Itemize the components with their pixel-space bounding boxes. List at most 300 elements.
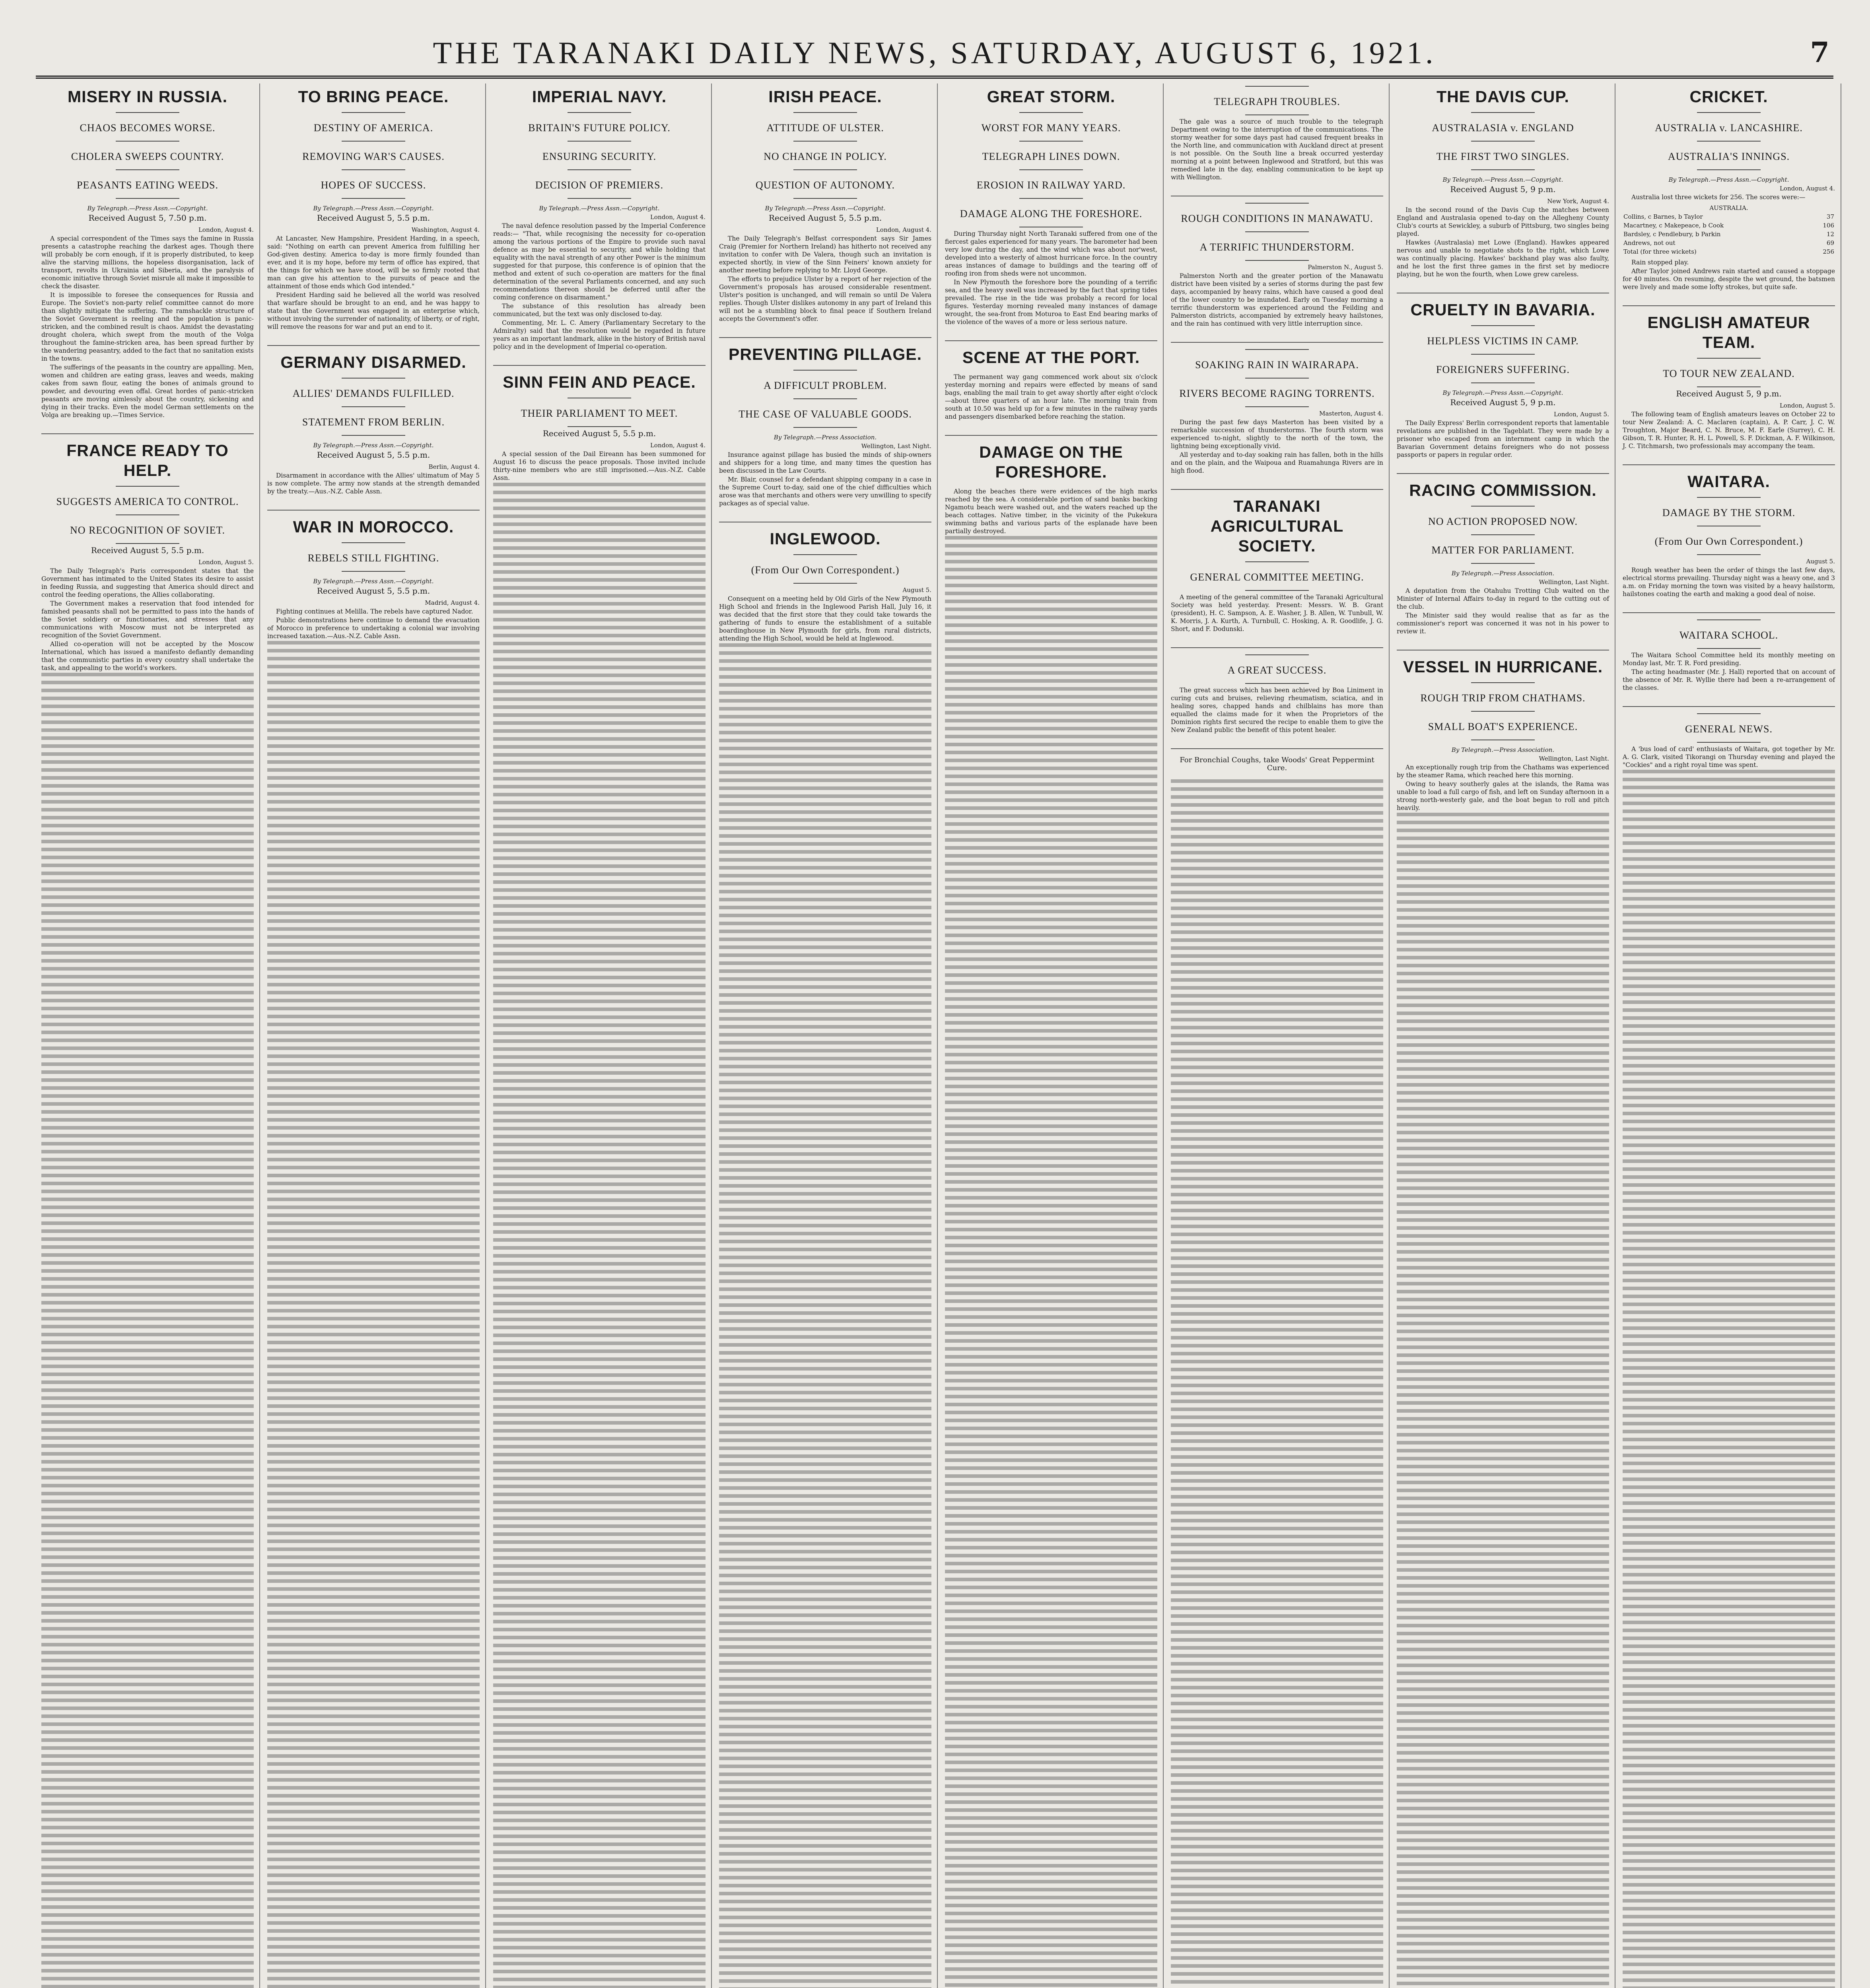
- masthead: [36, 28, 1833, 79]
- article-headline: CRUELTY IN BAVARIA.: [1410, 301, 1596, 319]
- article-subheading: A GREAT SUCCESS.: [1227, 664, 1327, 676]
- section-divider: [493, 365, 706, 366]
- article-received: Received August 5, 5.5 p.m.: [317, 586, 430, 596]
- rule-divider: [116, 112, 179, 113]
- batsman-name: Total (for three wickets): [1623, 248, 1697, 255]
- article-subheading: (From Our Own Correspondent.): [1654, 536, 1803, 547]
- section-divider: [945, 340, 1157, 341]
- article: [945, 87, 1157, 326]
- rule-divider: [1245, 561, 1309, 562]
- article-subheading: EROSION IN RAILWAY YARD.: [976, 179, 1126, 191]
- article: [1623, 87, 1835, 291]
- column: [713, 83, 938, 1988]
- section-divider: [1171, 489, 1383, 490]
- article: [945, 442, 1157, 535]
- article-received: Received August 5, 9 p.m.: [1676, 389, 1782, 398]
- article: [719, 529, 931, 643]
- rule-divider: [116, 169, 179, 170]
- article-paragraph: Rough weather has been the order of things the last few days, electrical storms prevailing. Thursday night was a heavy one, and 3 a.m. on Friday morning the town was visited by a heavy hailstorm, hailstones coating the earth and making a good deal of noise.: [1623, 567, 1835, 598]
- article-paragraph: Allied co-operation will not be accepted by the Moscow International, which has issued a manifesto defiantly demanding that the communistic parties in every country shall undertake the task, and appealing to the world's workers.: [41, 641, 254, 672]
- batsman-name: Bardsley, c Pendlebury, b Parkin: [1623, 231, 1721, 238]
- article-received: Received August 5, 7.50 p.m.: [88, 213, 207, 223]
- article-paragraph: A deputation from the Otahuhu Trotting Club waited on the Minister of Internal Affairs to-day in regard to the cutting out of the club.: [1397, 587, 1609, 610]
- article-credit: By Telegraph.—Press Assn.—Copyright.: [313, 205, 434, 212]
- article-headline: TARANAKI AGRICULTURAL SOCIETY.: [1210, 497, 1344, 555]
- article-dateline: Wellington, Last Night.: [1539, 755, 1609, 762]
- body-text-texture: [1623, 770, 1835, 1988]
- article-paragraph: The Daily Telegraph's Paris correspondent states that the Government has intimated to the United States its desire to assist in feeding Russia, and suggesting that America should direct and control the feeding operations, the Allies collaborating.: [41, 567, 254, 598]
- rule-divider: [1245, 231, 1309, 232]
- rule-divider: [1697, 358, 1761, 359]
- article-paragraph: The Waitara School Committee held its monthly meeting on Monday last, Mr. T. R. Ford presiding.: [1623, 652, 1835, 667]
- article-paragraph: Insurance against pillage has busied the minds of ship-owners and shippers for a long time, and many times the question has been discussed in the Law Courts.: [719, 451, 931, 474]
- score-row: [1623, 221, 1835, 230]
- article-paragraph: At Lancaster, New Hampshire, President Harding, in a speech, said: "Nothing on earth can prevent America from fulfilling her God-given destiny. America to-day is more firmly founded than ever, and it is my hope, before my term of office has expired, that the things for which we have stood, will be so firmly rooted that man can give his attention to the pursuits of peace and the attainment of those ends which God intended.": [267, 235, 480, 290]
- article: [493, 87, 706, 351]
- article-headline: ENGLISH AMATEUR TEAM.: [1647, 313, 1810, 351]
- rule-divider: [1245, 203, 1309, 204]
- article: [267, 517, 480, 640]
- article-dateline: Palmerston N., August 5.: [1308, 264, 1383, 271]
- score-header: AUSTRALIA.: [1709, 204, 1748, 212]
- article-subheading: NO CHANGE IN POLICY.: [764, 151, 887, 162]
- rule-divider: [116, 543, 179, 544]
- article-headline: CRICKET.: [1689, 87, 1768, 106]
- article-paragraph: The efforts to prejudice Ulster by a report of her rejection of the Government's proposals has aroused considerable resentment. Ulster's position is unchanged, and will remain so until De Valera replies. Though Ulster dislikes autonomy in any part of Ireland this will not be a stumbling block to final peace if Southern Ireland accepts the Government's offer.: [719, 276, 931, 322]
- section-divider: [1623, 706, 1835, 707]
- section-divider: [267, 345, 480, 346]
- column: [488, 83, 712, 1988]
- article: [267, 352, 480, 495]
- article-subheading: THE FIRST TWO SINGLES.: [1436, 151, 1570, 162]
- article-paragraph: Mr. Blair, counsel for a defendant shipping company in a case in the Supreme Court to-day, said one of the chief difficulties which arose was that merchants and others were very unwilling to specify packages as of special value.: [719, 476, 931, 507]
- rule-divider: [1697, 169, 1761, 170]
- article-paragraph: Fighting continues at Melilla. The rebels have captured Nador.: [276, 608, 473, 615]
- article-headline: FRANCE READY TO HELP.: [66, 441, 229, 480]
- article: [1397, 657, 1609, 812]
- article-paragraph: Hawkes (Australasia) met Lowe (England). Hawkes appeared nervous and unable to negotiate shots to the right, which Lowe was continually placing. Hawkes' backhand play was also faulty, and he lost the first three games in the first set by mediocre playing, but he won the fourth, when Lowe grew careless.: [1397, 239, 1609, 278]
- article-headline: THE DAVIS CUP.: [1437, 87, 1569, 106]
- rule-divider: [1245, 86, 1309, 87]
- article-subheading: REBELS STILL FIGHTING.: [307, 552, 439, 564]
- article-subheading: ENSURING SECURITY.: [542, 151, 657, 162]
- article-paragraph: A special correspondent of the Times says the famine in Russia presents a catastrophe reaching the darkest ages. Though there will probably be corn enough, if it is properly distributed, to keep alive the starving millions, the hopeless disorganisation, lack of transport, revolts in Ukrainia and Siberia, and the paralysis of economic initiative through Soviet misrule all make it impossible to check the disaster.: [41, 235, 254, 290]
- article-headline: IRISH PEACE.: [768, 87, 882, 106]
- article-subheading: TELEGRAPH LINES DOWN.: [982, 151, 1120, 162]
- article-paragraph: Owing to heavy southerly gales at the islands, the Rama was unable to load a full cargo of fish, and left on Sunday afternoon in a strong north-westerly gale, and the boat began to roll and pitch heavily.: [1397, 780, 1609, 812]
- article-paragraph: The great success which has been achieved by Boa Liniment in curing cuts and bruises, relieving rheumatism, sciatica, and in healing sores, chapped hands and chilblains has more than equalled the claims made for it when the Proprietors of the Dominion rights first secured the recipe to enable them to give the New Zealand public the benefit of this potent healer.: [1171, 687, 1383, 734]
- article-paragraph: During the past few days Masterton has been visited by a remarkable succession of thunderstorms. The fourth storm was experienced to-night, slightly to the north of the town, the lightning being exceptionally vivid.: [1171, 419, 1383, 450]
- rule-divider: [342, 112, 405, 113]
- column: [262, 83, 486, 1988]
- section-divider: [1623, 305, 1835, 306]
- article-credit: By Telegraph.—Press Assn.—Copyright.: [87, 205, 208, 212]
- article-subheading: STATEMENT FROM BERLIN.: [302, 416, 445, 428]
- rule-divider: [1697, 386, 1761, 387]
- rule-divider: [1697, 554, 1761, 555]
- article-headline: INGLEWOOD.: [770, 530, 881, 548]
- column: [939, 83, 1164, 1988]
- rule-divider: [1471, 506, 1535, 507]
- rule-divider: [793, 141, 857, 142]
- section-divider: [1623, 612, 1835, 613]
- article-paragraph: The naval defence resolution passed by the Imperial Conference reads:— "That, while recognising the necessity for co-operation among the various portions of the Empire to provide such naval defence as may be essential to security, and while holding that equality with the naval strength of any other Power is the minimum suggested for that purpose, this conference is of opinion that the method and extent of such co-operation are matters for the final determination of the several Parliaments concerned, and any such recommendations thereon should be deferred until after the coming conference on disarmament.": [493, 222, 706, 301]
- page-number: 7: [1810, 36, 1829, 69]
- column: [1617, 83, 1841, 1988]
- rule-divider: [116, 141, 179, 142]
- rule-divider: [568, 141, 631, 142]
- article: [1397, 480, 1609, 635]
- score-header-row: [1623, 204, 1835, 212]
- article-received: Received August 5, 5.5 p.m.: [317, 450, 430, 460]
- article: [1171, 496, 1383, 633]
- article-subheading: MATTER FOR PARLIAMENT.: [1431, 544, 1575, 556]
- article-subheading: QUESTION OF AUTONOMY.: [755, 179, 895, 191]
- body-text-texture: [945, 536, 1157, 1988]
- article-subheading: A DIFFICULT PROBLEM.: [764, 380, 887, 391]
- article-subheading: THE CASE OF VALUABLE GOODS.: [739, 408, 912, 420]
- rule-divider: [1471, 354, 1535, 355]
- article-dateline: Washington, August 4.: [411, 226, 480, 233]
- article-dateline: Wellington, Last Night.: [1539, 579, 1609, 586]
- article-headline: VESSEL IN HURRICANE.: [1403, 658, 1603, 676]
- article-credit: By Telegraph.—Press Association.: [774, 434, 877, 441]
- article-paragraph: The substance of this resolution has already been communicated, but the text was only disclosed to-day.: [493, 303, 706, 318]
- rule-divider: [342, 571, 405, 572]
- article-paragraph: All yesterday and to-day soaking rain has fallen, both in the hills and on the plain, and the Waipoua and Ruamahunga Rivers are in high flood.: [1171, 451, 1383, 474]
- article-headline: IMPERIAL NAVY.: [532, 87, 667, 106]
- rule-divider: [342, 435, 405, 436]
- rule-divider: [1019, 198, 1083, 199]
- rule-divider: [116, 486, 179, 487]
- rule-divider: [1019, 169, 1083, 170]
- column: [36, 83, 260, 1988]
- article-dateline: London, August 5.: [1779, 402, 1835, 409]
- article-subheading: HOPES OF SUCCESS.: [321, 179, 426, 191]
- article-subheading: ATTITUDE OF ULSTER.: [766, 122, 884, 134]
- article: [1397, 300, 1609, 459]
- article-paragraph: The Government makes a reservation that food intended for famished peasants shall not be permitted to pass into the hands of the Soviet soldiery or functionaries, and stresses that any communications with Moscow must not be interpreted as recognition of the Soviet Government.: [41, 600, 254, 639]
- body-text-texture: [1171, 779, 1383, 1988]
- batsman-runs: 69: [1826, 239, 1834, 247]
- rule-divider: [568, 169, 631, 170]
- rule-divider: [1697, 112, 1761, 113]
- batsman-runs: 256: [1823, 248, 1834, 255]
- article-subheading: A TERRIFIC THUNDERSTORM.: [1199, 241, 1355, 253]
- article-paragraph: President Harding said he believed all the world was resolved that warfare should be brought to an end, and he was happy to state that the Government was engaged in an enterprise which, without involving the surrender of nationality, of liberty, or of right, will remove the reasons for war and put an end to it.: [267, 291, 480, 330]
- rule-divider: [793, 112, 857, 113]
- article-paragraph: A meeting of the general committee of the Taranaki Agricultural Society was held yesterday. Present: Messrs. W. B. Grant (president), H. C. Sampson, A. E. Washer, J. B. Allen, W. Tunbull, W. K. Morris, J. A. Kurth, A. Turnbull, C. Hosking, A. R. Goodlife, J. G. Short, and F. Dodunski.: [1171, 594, 1383, 633]
- article-paragraph: The acting headmaster (Mr. J. Hall) reported that on account of the absence of Mr. R. Wyllie there had been a re-arrangement of the classes.: [1623, 668, 1835, 691]
- article-dateline: London, August 4.: [650, 442, 706, 449]
- rule-divider: [793, 554, 857, 555]
- article-subheading: SMALL BOAT'S EXPERIENCE.: [1428, 721, 1578, 732]
- article-dateline: August 5.: [1806, 558, 1835, 565]
- article-subheading: THEIR PARLIAMENT TO MEET.: [521, 408, 678, 419]
- article-subheading: PEASANTS EATING WEEDS.: [77, 179, 218, 191]
- article: [41, 441, 254, 672]
- rule-divider: [116, 198, 179, 199]
- article-headline: DAMAGE ON THE FORESHORE.: [979, 443, 1123, 481]
- article: [1171, 349, 1383, 475]
- rule-divider: [1471, 325, 1535, 326]
- article-received: Received August 5, 5.5 p.m.: [768, 213, 882, 223]
- rule-divider: [793, 427, 857, 428]
- article-dateline: London, August 4.: [198, 226, 254, 233]
- rule-divider: [1019, 112, 1083, 113]
- score-row: [1623, 230, 1835, 239]
- body-text-texture: [1397, 813, 1609, 1988]
- rule-divider: [793, 198, 857, 199]
- article-credit: By Telegraph.—Press Assn.—Copyright.: [539, 205, 660, 212]
- rule-divider: [568, 112, 631, 113]
- rule-divider: [342, 542, 405, 543]
- rule-divider: [1245, 590, 1309, 591]
- article-subheading: WAITARA SCHOOL.: [1679, 629, 1779, 641]
- rule-divider: [1471, 711, 1535, 712]
- batsman-runs: 106: [1823, 222, 1834, 229]
- rule-divider: [1245, 683, 1309, 684]
- article-paragraph: An exceptionally rough trip from the Chathams was experienced by the steamer Rama, which reached here this morning.: [1397, 764, 1609, 779]
- article-received: Received August 5, 5.5 p.m.: [91, 546, 204, 555]
- article: [719, 87, 931, 323]
- article-headline: SINN FEIN AND PEACE.: [503, 373, 696, 391]
- batsman-name: Andrews, not out: [1623, 239, 1676, 247]
- article-subheading: GENERAL NEWS.: [1685, 723, 1773, 735]
- article: [719, 344, 931, 507]
- article-headline: RACING COMMISSION.: [1409, 481, 1597, 499]
- article-credit: By Telegraph.—Press Assn.—Copyright.: [1442, 176, 1563, 183]
- article-paragraph: Consequent on a meeting held by Old Girls of the New Plymouth High School and friends in the Inglewood Parish Hall, July 16, it was decided that the first store that they could take towards the gathering of funds to ensure the establishment of a suitable boardinghouse in New Plymouth for girls, from rural districts, attending the High School, would be held at Inglewood.: [719, 595, 931, 642]
- article-paragraph: Palmerston North and the greater portion of the Manawatu district have been visited by a series of storms during the past few days, accompanied by heavy rains, which have caused a good deal of the lower country to be inundated. Early on Tuesday morning a terrific thunderstorm was experienced around the Feilding and Palmerston districts, accompanied by extremely heavy hailstones, and the rain has continued with very little interruption since.: [1171, 272, 1383, 327]
- article-subheading: ALLIES' DEMANDS FULFILLED.: [292, 388, 455, 399]
- article: [41, 87, 254, 419]
- rule-divider: [342, 198, 405, 199]
- article-paragraph: During Thursday night North Taranaki suffered from one of the fiercest gales experienced for many years. The barometer had been very low during the day, and the wind which was about nor'west, developed into a westerly of almost hurricane force. In the country areas instances of damage to buildings and the tearing off of roofing iron from sheds were not uncommon.: [945, 230, 1157, 277]
- article-paragraph: Australia lost three wickets for 256. The scores were:—: [1631, 194, 1806, 201]
- article-subheading: NO RECOGNITION OF SOVIET.: [70, 524, 225, 536]
- article-paragraph: The Daily Telegraph's Belfast correspondent says Sir James Craig (Premier for Northern Ireland) has hitherto not received any invitation to confer with De Valera, though such an invitation is expected shortly, in view of the Sinn Feiners' known anxiety for another meeting before replying to Mr. Lloyd George.: [719, 235, 931, 274]
- article-dateline: Masterton, August 4.: [1319, 410, 1383, 417]
- article-headline: GERMANY DISARMED.: [280, 353, 467, 371]
- section-divider: [719, 337, 931, 338]
- rule-divider: [1471, 382, 1535, 383]
- article-subheading: AUSTRALASIA v. ENGLAND: [1432, 122, 1574, 134]
- article-subheading: DAMAGE BY THE STORM.: [1662, 507, 1796, 518]
- article-paragraph: The sufferings of the peasants in the country are appalling. Men, women and children are eating grass, leaves and weeds, making cakes from sawn flour, eating the bones of animals ground to powder, and devouring even offal. Great hordes of panic-stricken peasants are moving aimlessly about the country, sickening and dying in their tracks. Even the model German settlements on the Volga are breaking up.—Times Service.: [41, 364, 254, 419]
- batsman-name: Macartney, c Makepeace, b Cook: [1623, 222, 1724, 229]
- article-subheading: CHAOS BECOMES WORSE.: [80, 122, 216, 134]
- rule-divider: [1471, 112, 1535, 113]
- article-paragraph: Along the beaches there were evidences of the high marks reached by the sea. A considerable portion of sand banks backing Ngamotu beach were washed out, and the waters reached up the beach cottages. Native timber, in the vicinity of the Pukekura swimming baths and various parts of the esplanade have been partially destroyed.: [945, 488, 1157, 535]
- rule-divider: [1019, 141, 1083, 142]
- body-text-texture: [719, 643, 931, 1988]
- article-paragraph: In the second round of the Davis Cup the matches between England and Australasia opened to-day on the Allegheny County Club's courts at Sewickley, a suburb of Pittsburg, two singles being played.: [1397, 206, 1609, 237]
- article: [945, 348, 1157, 421]
- article-received: Received August 5, 9 p.m.: [1450, 398, 1556, 407]
- article-paragraph: Disarmament in accordance with the Allies' ultimatum of May 5 is now complete. The army now stands at the strength demanded by the treaty.—Aus.-N.Z. Cable Assn.: [267, 472, 480, 495]
- article-paragraph: A special session of the Dail Eireann has been summoned for August 16 to discuss the peace proposals. Those invited include thirty-nine members who are still imprisoned.—Aus.-N.Z. Cable Assn.: [493, 450, 706, 481]
- article-subheading: ROUGH TRIP FROM CHATHAMS.: [1420, 692, 1586, 704]
- article-subheading: DAMAGE ALONG THE FORESHORE.: [960, 208, 1143, 219]
- article-paragraph: In New Plymouth the foreshore bore the pounding of a terrific sea, and the heavy swell was increased by the fact that spring tides prevailed. The rise in the tide was probably a record for local figures. Yesterday morning revealed many instances of damage wrought, the sea-front from Moturoa to East End bearing marks of the violence of the waves of a more or less serious nature.: [945, 279, 1157, 326]
- article-headline: TO BRING PEACE.: [298, 87, 449, 106]
- article-subheading: NO ACTION PROPOSED NOW.: [1428, 516, 1578, 527]
- article-dateline: London, August 4.: [1779, 185, 1835, 192]
- article-dateline: New York, August 4.: [1547, 198, 1609, 205]
- article-credit: By Telegraph.—Press Assn.—Copyright.: [313, 442, 434, 449]
- score-row: [1623, 239, 1835, 247]
- article-dateline: Wellington, Last Night.: [861, 443, 931, 450]
- article-headline: MISERY IN RUSSIA.: [67, 87, 227, 106]
- article-subheading: FOREIGNERS SUFFERING.: [1436, 364, 1570, 375]
- section-divider: [1397, 473, 1609, 474]
- rule-divider: [1697, 648, 1761, 649]
- article: [1623, 713, 1835, 769]
- article-subheading: BRITAIN'S FUTURE POLICY.: [528, 122, 671, 134]
- article-subheading: CHOLERA SWEEPS COUNTRY.: [71, 151, 224, 162]
- rule-divider: [1471, 563, 1535, 564]
- article-paragraph: Commenting, Mr. L. C. Amery (Parliamentary Secretary to the Admiralty) said that the resolution would be regarded in future years as an important landmark, alike in the history of British naval policy and in the development of Imperial co-operation.: [493, 319, 706, 350]
- masthead-title: THE TARANAKI DAILY NEWS, SATURDAY, AUGUST 6, 1921.: [433, 35, 1437, 70]
- column: [1391, 83, 1615, 1988]
- rule-divider: [1471, 682, 1535, 683]
- article-subheading: (From Our Own Correspondent.): [751, 564, 900, 576]
- article-paragraph: Public demonstrations here continue to demand the evacuation of Morocco in preference to undertaking a colonial war involving increased taxation.—Aus.-N.Z. Cable Assn.: [267, 617, 480, 640]
- batsman-name: Collins, c Barnes, b Taylor: [1623, 213, 1703, 220]
- column: [1165, 83, 1390, 1988]
- rule-divider: [1245, 654, 1309, 655]
- rule-divider: [1245, 378, 1309, 379]
- rule-divider: [1245, 406, 1309, 407]
- article-dateline: Madrid, August 4.: [425, 599, 480, 606]
- body-text-texture: [41, 673, 254, 1988]
- rule-divider: [1697, 713, 1761, 714]
- article-subheading: DECISION OF PREMIERS.: [535, 179, 664, 191]
- section-divider: [1171, 342, 1383, 343]
- article-received: Received August 5, 5.5 p.m.: [317, 213, 430, 223]
- article-subheading: RIVERS BECOME RAGING TORRENTS.: [1179, 388, 1375, 399]
- article-credit: By Telegraph.—Press Assn.—Copyright.: [1442, 389, 1563, 396]
- body-text-texture: [493, 483, 706, 1988]
- body-text-texture: [267, 641, 480, 1988]
- article-subheading: SOAKING RAIN IN WAIRARAPA.: [1195, 359, 1359, 371]
- article-headline: GREAT STORM.: [987, 87, 1116, 106]
- article-dateline: London, August 5.: [1553, 411, 1609, 418]
- newspaper-columns: [36, 83, 1841, 1988]
- rule-divider: [1471, 534, 1535, 535]
- article-credit: By Telegraph.—Press Association.: [1451, 570, 1555, 577]
- article-credit: By Telegraph.—Press Association.: [1451, 746, 1555, 753]
- article-paragraph: The Daily Express' Berlin correspondent reports that lamentable revelations are published in the Tageblatt. They were made by a prisoner who escaped from an internment camp in which the Bavarian Government detains foreigners who do not possess passports or papers in regular order.: [1397, 419, 1609, 458]
- article: [1623, 619, 1835, 692]
- rule-divider: [1245, 260, 1309, 261]
- rule-divider: [1697, 141, 1761, 142]
- score-row: [1623, 212, 1835, 221]
- rule-divider: [568, 426, 631, 427]
- article-subheading: SUGGESTS AMERICA TO CONTROL.: [56, 496, 239, 507]
- cricket-score-table: [1623, 204, 1835, 256]
- section-divider: [945, 435, 1157, 436]
- rule-divider: [116, 514, 179, 515]
- article-subheading: AUSTRALIA'S INNINGS.: [1668, 151, 1790, 162]
- article-paragraph: After Taylor joined Andrews rain started and caused a stoppage for 40 minutes. On resuming, despite the wet ground, the batsmen were lively and made some lofty strokes, but quite safe.: [1623, 268, 1835, 291]
- rule-divider: [1471, 141, 1535, 142]
- article-subheading: ROUGH CONDITIONS IN MANAWATU.: [1181, 213, 1373, 224]
- rule-divider: [793, 583, 857, 584]
- rule-divider: [1697, 619, 1761, 620]
- section-divider: [1171, 748, 1383, 749]
- article-dateline: London, August 5.: [198, 559, 254, 566]
- article-credit: By Telegraph.—Press Assn.—Copyright.: [1668, 176, 1789, 183]
- article-paragraph: Rain stopped play.: [1631, 259, 1689, 266]
- rule-divider: [1471, 169, 1535, 170]
- article-subheading: WORST FOR MANY YEARS.: [981, 122, 1121, 134]
- article-received: Received August 5, 9 p.m.: [1450, 184, 1556, 194]
- article: [1623, 313, 1835, 450]
- batsman-runs: 37: [1826, 213, 1834, 220]
- batsman-runs: 12: [1826, 231, 1834, 238]
- section-divider: [267, 510, 480, 511]
- rule-divider: [568, 198, 631, 199]
- article: [1171, 654, 1383, 734]
- article-dateline: Berlin, August 4.: [428, 463, 480, 470]
- article-paragraph: The gale was a source of much trouble to the telegraph Department owing to the interruption of the communications. The stormy weather for some days past had caused frequent breaks in the North line, and communication with Auckland direct at present is not possible. On the South line a break occurred yesterday morning at a point between Inglewood and Stratford, but this was remedied late in the day, enabling communication to be kept up with Wellington.: [1171, 118, 1383, 181]
- article: [267, 87, 480, 331]
- article: [1171, 86, 1383, 181]
- rule-divider: [1697, 497, 1761, 498]
- rule-divider: [342, 141, 405, 142]
- article-subheading: TELEGRAPH TROUBLES.: [1214, 96, 1340, 107]
- article-credit: By Telegraph.—Press Assn.—Copyright.: [765, 205, 886, 212]
- article: [1171, 203, 1383, 328]
- section-divider: [1171, 647, 1383, 648]
- rule-divider: [1697, 742, 1761, 743]
- article-paragraph: It is impossible to foresee the consequences for Russia and Europe. The Soviet's non-party relief committee cannot do more than slightly mitigate the suffering. The ramshackle structure of the Soviet Government is reeling and the population is panic-stricken, and the combined result is chaos. Amidst the devastating drought cholera, which swept from the mouth of the Volga throughout the famine-stricken area, has been spread further by the wandering peasantry, added to the fact that no sanitation exists in the towns.: [41, 291, 254, 362]
- rule-divider: [342, 169, 405, 170]
- article-subheading: REMOVING WAR'S CAUSES.: [302, 151, 445, 162]
- article-dateline: London, August 4.: [876, 226, 931, 233]
- article-paragraph: A 'bus load of card' enthusiasts of Waitara, got together by Mr. A. G. Clark, visited Tikorangi on Thursday evening and played the "Cockies" and a right royal time was spent.: [1623, 746, 1835, 769]
- article-subheading: GENERAL COMMITTEE MEETING.: [1190, 571, 1364, 583]
- article-paragraph: The Minister said they would realise that as far as the commissioner's report was concerned it was not in his power to review it.: [1397, 612, 1609, 635]
- score-row: [1623, 247, 1835, 256]
- rule-divider: [1245, 349, 1309, 350]
- article-dateline: London, August 4.: [650, 214, 706, 221]
- rule-divider: [793, 169, 857, 170]
- article-dateline: August 5.: [902, 586, 931, 594]
- section-divider: [1623, 464, 1835, 465]
- advertisement: For Bronchial Coughs, take Woods' Great Peppermint Cure.: [1180, 756, 1374, 772]
- rule-divider: [342, 378, 405, 379]
- rule-divider: [793, 370, 857, 371]
- article-subheading: AUSTRALIA v. LANCASHIRE.: [1655, 122, 1803, 134]
- article-headline: PREVENTING PILLAGE.: [729, 345, 922, 363]
- article-subheading: HELPLESS VICTIMS IN CAMP.: [1427, 335, 1579, 347]
- article: [1397, 87, 1609, 278]
- section-divider: [41, 433, 254, 434]
- article-received: Received August 5, 5.5 p.m.: [542, 429, 656, 438]
- article-headline: SCENE AT THE PORT.: [962, 348, 1140, 367]
- article-paragraph: The following team of English amateurs leaves on October 22 to tour New Zealand: A. C. Maclaren (captain), A. P. Carr, J. C. W. Troughton, Major Beard, C. N. Bruce, M. F. Earle (Surrey), C. H. Gibson, T. R. Hunter, R. H. L. Powell, S. F. Dickman, A. F. Wilkinson, J. C. Titchmarsh, two professionals may accompany the team.: [1623, 411, 1835, 450]
- rule-divider: [793, 398, 857, 399]
- article: [1623, 472, 1835, 598]
- article-subheading: DESTINY OF AMERICA.: [313, 122, 433, 134]
- article-subheading: TO TOUR NEW ZEALAND.: [1663, 368, 1795, 379]
- rule-divider: [342, 406, 405, 407]
- article-credit: By Telegraph.—Press Assn.—Copyright.: [313, 578, 434, 585]
- article-paragraph: The permanent way gang commenced work about six o'clock yesterday morning and repairs were effected by means of sand bags, enabling the mail train to get away shortly after eight o'clock—about three quarters of an hour late. The morning train from south at 10.50 was held up for a few minutes in the railway yards and passengers disembarked before reaching the station.: [945, 373, 1157, 420]
